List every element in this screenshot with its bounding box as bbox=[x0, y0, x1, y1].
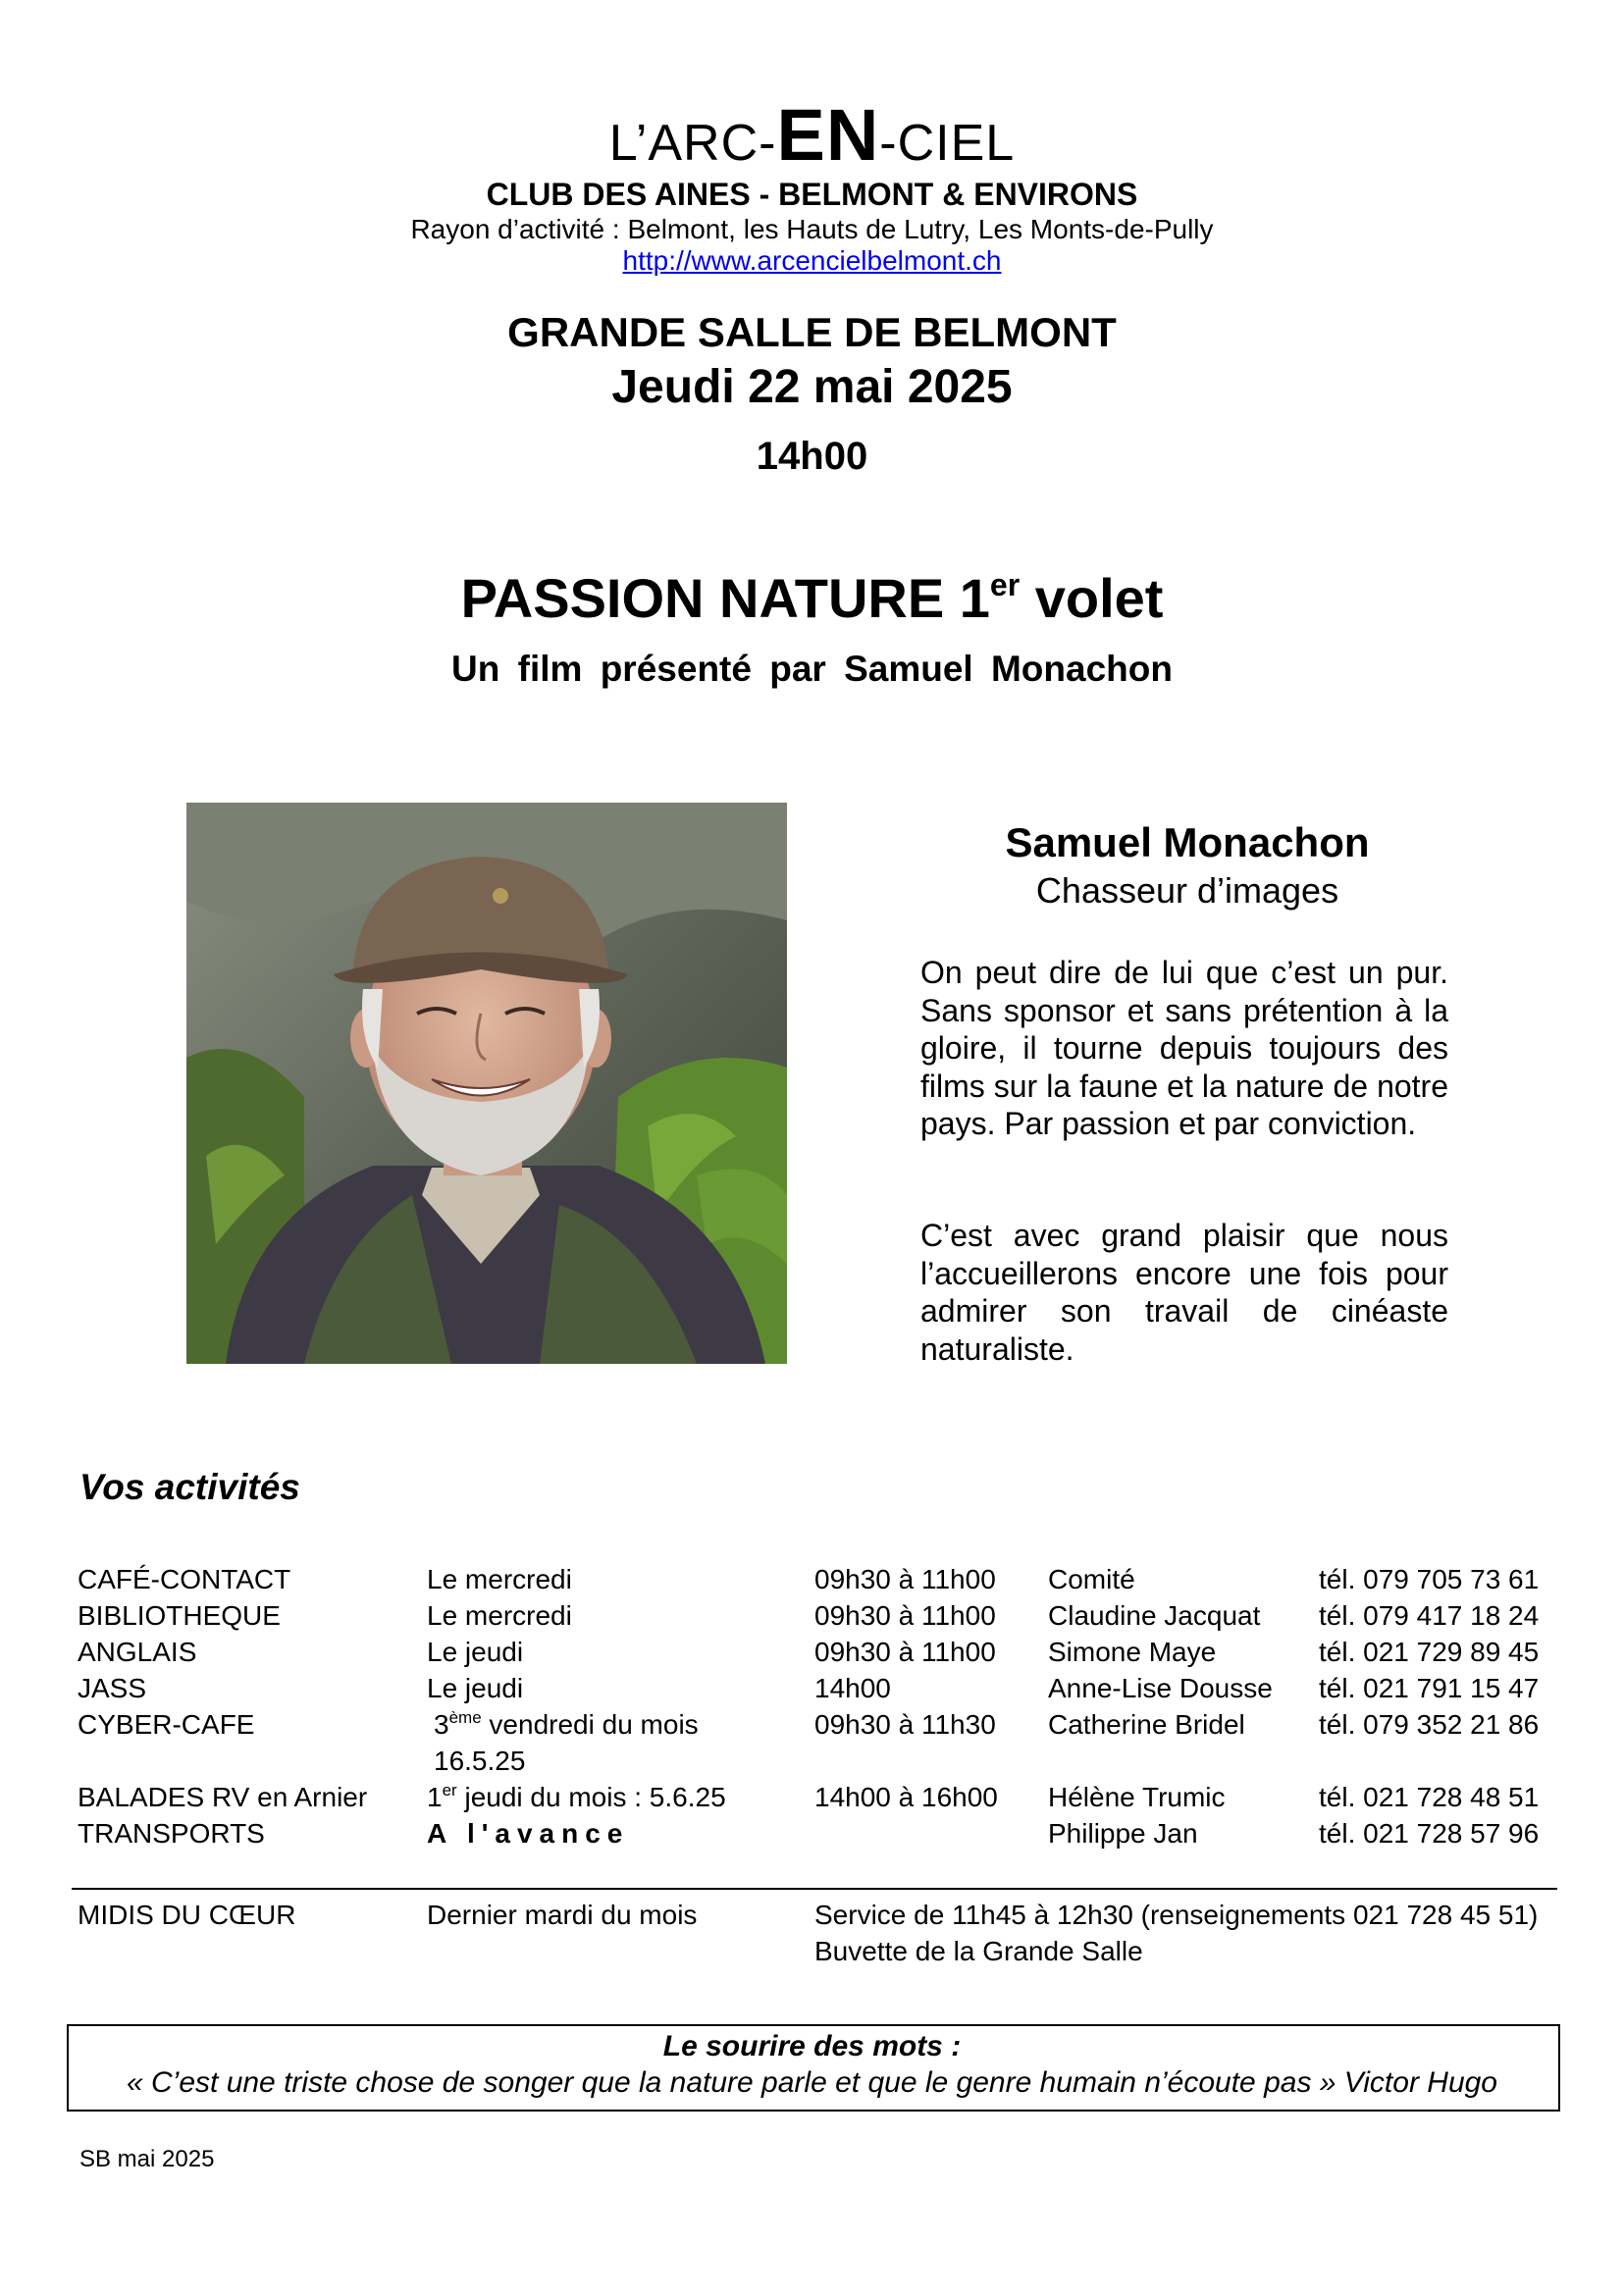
club-name: CLUB DES AINES - BELMONT & ENVIRONS bbox=[486, 177, 1138, 212]
activity-row bbox=[0, 1673, 1624, 1709]
presenter-bio-2: C’est avec grand plaisir que nous l’accueillerons encore une fois pour admirer son travail de cinéaste naturaliste. bbox=[920, 1218, 1448, 1367]
activity-time: 09h30 à 11h00 bbox=[814, 1564, 996, 1594]
activity-phone: tél. 079 705 73 61 bbox=[1319, 1564, 1540, 1594]
activity-day-line2: 16.5.25 bbox=[434, 1746, 526, 1776]
brand-suffix: -CIEL bbox=[879, 115, 1016, 172]
activity-contact: Claudine Jacquat bbox=[1048, 1600, 1261, 1631]
activity-row bbox=[0, 1600, 1624, 1637]
midis-day: Dernier mardi du mois bbox=[427, 1900, 698, 1930]
activity-contact: Hélène Trumic bbox=[1048, 1782, 1226, 1812]
activity-row-continued bbox=[0, 1746, 1624, 1782]
activity-phone: tél. 021 791 15 47 bbox=[1319, 1673, 1540, 1703]
url-row bbox=[0, 245, 1624, 277]
quote-text: « C’est une triste chose de songer que la nature parle et que le genre humain n’écoute pas » Victor Hugo bbox=[126, 2066, 1497, 2099]
activity-contact: Simone Maye bbox=[1048, 1637, 1217, 1667]
event-title-sup: er bbox=[989, 567, 1021, 602]
day-sup: ème bbox=[448, 1708, 482, 1727]
activity-row bbox=[0, 1782, 1624, 1818]
activity-name: JASS bbox=[78, 1673, 147, 1703]
day-rest: jeudi du mois : 5.6.25 bbox=[456, 1782, 726, 1812]
event-title bbox=[0, 566, 1624, 630]
activity-day: Le mercredi bbox=[427, 1564, 572, 1594]
day-rest: vendredi du mois bbox=[481, 1709, 699, 1740]
activity-day: Le mercredi bbox=[427, 1600, 572, 1631]
presenter-photo bbox=[186, 803, 787, 1364]
event-date: Jeudi 22 mai 2025 bbox=[611, 361, 1013, 413]
activity-phone: tél. 079 352 21 86 bbox=[1319, 1709, 1540, 1740]
activity-row bbox=[0, 1818, 1624, 1854]
website-link[interactable]: http://www.arcencielbelmont.ch bbox=[622, 245, 1002, 276]
activity-phone: tél. 021 728 57 96 bbox=[1319, 1818, 1540, 1849]
activity-day: A l'avance bbox=[427, 1818, 630, 1849]
activity-name: ANGLAIS bbox=[78, 1637, 197, 1667]
activity-day: Le jeudi bbox=[427, 1637, 524, 1667]
event-title-end: volet bbox=[1020, 567, 1164, 629]
activity-time: 14h00 à 16h00 bbox=[814, 1782, 998, 1812]
activity-row bbox=[0, 1709, 1624, 1746]
brand-en: EN bbox=[776, 94, 880, 176]
activity-contact: Anne-Lise Dousse bbox=[1048, 1673, 1273, 1703]
footer-signature: SB mai 2025 bbox=[79, 2146, 215, 2172]
event-subtitle: Un film présenté par Samuel Monachon bbox=[451, 649, 1173, 689]
activity-phone: tél. 079 417 18 24 bbox=[1319, 1600, 1540, 1631]
activity-name: CAFÉ-CONTACT bbox=[78, 1564, 291, 1594]
activity-name: BALADES RV en Arnier bbox=[78, 1782, 368, 1812]
activity-contact: Comité bbox=[1048, 1564, 1135, 1594]
midis-location: Buvette de la Grande Salle bbox=[814, 1936, 1143, 1966]
activity-contact: Catherine Bridel bbox=[1048, 1709, 1245, 1740]
presenter-role: Chasseur d’images bbox=[1035, 870, 1339, 911]
activity-time: 09h30 à 11h30 bbox=[814, 1709, 996, 1740]
activity-name: BIBLIOTHEQUE bbox=[78, 1600, 281, 1631]
brand-prefix: L’ARC- bbox=[608, 115, 777, 172]
activity-day bbox=[427, 1782, 726, 1813]
activity-name: TRANSPORTS bbox=[78, 1818, 265, 1849]
activity-phone: tél. 021 728 48 51 bbox=[1319, 1782, 1540, 1812]
activity-phone: tél. 021 729 89 45 bbox=[1319, 1637, 1540, 1667]
midis-row bbox=[0, 1900, 1624, 1936]
activity-row bbox=[0, 1564, 1624, 1600]
day-sup: er bbox=[442, 1781, 457, 1799]
day-number: 3 bbox=[434, 1709, 449, 1740]
midis-row-continued bbox=[0, 1936, 1624, 1972]
midis-service: Service de 11h45 à 12h30 (renseignements 021 728 45 51) bbox=[814, 1900, 1539, 1930]
presenter-name: Samuel Monachon bbox=[1005, 819, 1370, 865]
section-divider bbox=[72, 1888, 1557, 1890]
venue: GRANDE SALLE DE BELMONT bbox=[507, 309, 1117, 355]
presenter-bio-1: On peut dire de lui que c’est un pur. Sans sponsor et sans prétention à la gloire, il tourne depuis toujours des films sur la faune et la nature de notre pays. Par passion et par conviction. bbox=[920, 955, 1448, 1141]
activity-time: 09h30 à 11h00 bbox=[814, 1637, 996, 1667]
activity-row bbox=[0, 1637, 1624, 1673]
activities-heading: Vos activités bbox=[79, 1467, 300, 1507]
activity-area: Rayon d’activité : Belmont, les Hauts de Lutry, Les Monts-de-Pully bbox=[410, 214, 1214, 244]
quote-title: Le sourire des mots : bbox=[662, 2030, 962, 2062]
midis-name: MIDIS DU CŒUR bbox=[78, 1900, 296, 1930]
event-title-main: PASSION NATURE 1 bbox=[460, 567, 990, 629]
activity-day bbox=[434, 1709, 699, 1741]
activity-day: Le jeudi bbox=[427, 1673, 524, 1703]
club-logo-title bbox=[0, 94, 1624, 176]
activity-time: 14h00 bbox=[814, 1673, 891, 1703]
activity-name: CYBER-CAFE bbox=[78, 1709, 255, 1740]
activity-contact: Philippe Jan bbox=[1048, 1818, 1198, 1849]
day-number: 1 bbox=[427, 1782, 443, 1812]
activity-time: 09h30 à 11h00 bbox=[814, 1600, 996, 1631]
event-time: 14h00 bbox=[756, 435, 868, 478]
